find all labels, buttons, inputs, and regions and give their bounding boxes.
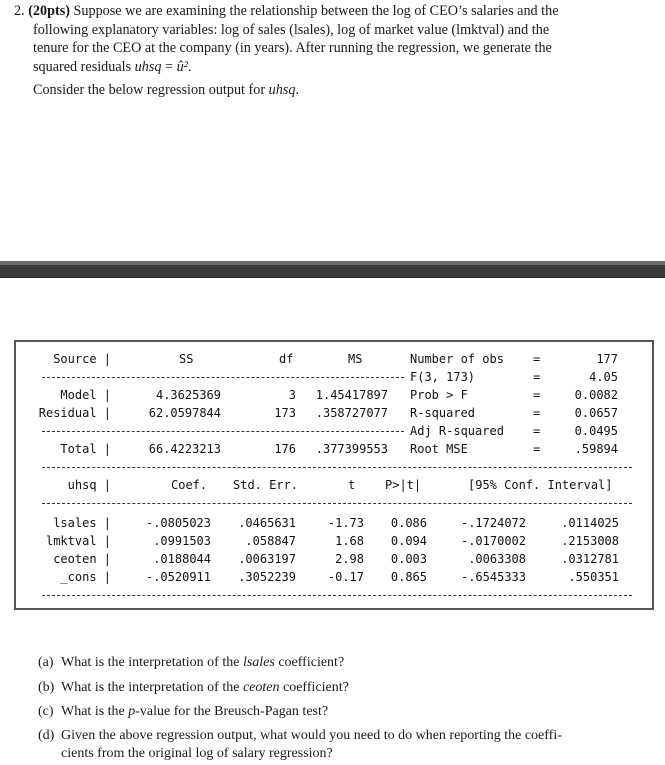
anova-row-df: 176 <box>274 442 296 456</box>
coef-header-t: t <box>348 478 356 492</box>
coef-header-var: uhsq | <box>67 478 111 492</box>
coef-row-coef: -.0805023 <box>145 516 211 530</box>
subquestion-text: What is the <box>61 704 129 719</box>
coef-row-p: 0.865 <box>390 570 427 584</box>
anova-row-df: 173 <box>274 406 296 420</box>
stat-value: 0.0495 <box>574 424 618 438</box>
subquestion-text: Given the above regression output, what would you need to do when reporting the coeffi- <box>61 728 562 743</box>
subquestion-text: What is the interpretation of the <box>61 680 243 695</box>
coef-row-t: -1.73 <box>327 516 364 530</box>
coef-row-p: 0.086 <box>390 516 427 530</box>
anova-row-df: 3 <box>288 388 296 402</box>
coef-row-ci-lo: -.6545333 <box>460 570 526 584</box>
stat-value: 4.05 <box>589 370 618 384</box>
coef-row-ci-hi: .0312781 <box>561 552 619 566</box>
coef-header-ci: [95% Conf. Interval] <box>468 478 613 492</box>
consider-var: uhsq <box>268 82 296 99</box>
stat-label: Root MSE <box>410 442 468 456</box>
coef-row-p: 0.003 <box>390 552 427 566</box>
stat-value: 177 <box>596 352 618 366</box>
consider-prefix: Consider the below regression output for <box>33 82 269 99</box>
intro-line-2: following explanatory variables: log of sales (lsales), log of market value (lmktval) and the <box>33 21 550 38</box>
coef-row-var: ceoten | <box>53 552 111 566</box>
consider-suffix: . <box>295 82 299 99</box>
anova-row-ms: .377399553 <box>315 442 388 456</box>
question-text <box>14 2 644 100</box>
coef-header-coef: Coef. <box>171 478 208 492</box>
stat-value: 0.0082 <box>574 388 618 402</box>
coef-row-se: .3052239 <box>238 570 296 584</box>
anova-row-ms: .358727077 <box>315 406 388 420</box>
coef-row-ci-lo: .0063308 <box>468 552 526 566</box>
uhat-squared: û² <box>176 58 188 75</box>
subquestion-label: (b) <box>38 680 55 695</box>
question-line-1 <box>14 2 644 21</box>
anova-row-ss: 66.4223213 <box>148 442 221 456</box>
subquestion-text: coefficient? <box>274 655 345 670</box>
subquestion-var: lsales <box>242 655 275 670</box>
table-divider-top <box>42 467 632 468</box>
stat-label: R-squared <box>410 406 476 420</box>
coef-row-t: 1.68 <box>335 534 364 548</box>
subquestion-label: (a) <box>38 655 54 670</box>
question-points: (20pts) <box>28 3 70 19</box>
anova-row-ms: 1.45417897 <box>315 388 388 402</box>
stat-label: F(3, 173) <box>410 370 476 384</box>
stat-eq: = <box>533 442 541 456</box>
intro-line-1: Suppose we are examining the relationship between the log of CEO’s salaries and the <box>73 3 559 19</box>
last-line-prefix: squared residuals <box>33 58 135 75</box>
coef-row-se: .058847 <box>245 534 296 548</box>
coef-row-var: lmktval | <box>45 534 111 548</box>
header-source: Source | <box>53 352 111 366</box>
subquestion-text: What is the interpretation of the <box>61 655 243 670</box>
subquestion-var: ceoten <box>242 680 280 695</box>
subquestion-text: cients from the original log of salary regression? <box>61 746 333 761</box>
consider-line <box>14 81 644 100</box>
regression-output <box>14 340 654 610</box>
subquestion-a <box>38 654 648 672</box>
subquestion-text: -value for the Breusch-Pagan test? <box>135 704 329 719</box>
subquestion-var: p <box>128 704 136 719</box>
stat-eq: = <box>533 352 541 366</box>
coef-row-ci-lo: -.1724072 <box>460 516 526 530</box>
stat-eq: = <box>533 388 541 402</box>
stat-eq: = <box>533 370 541 384</box>
coef-row-t: -0.17 <box>327 570 364 584</box>
coef-row-ci-lo: -.0170002 <box>460 534 526 548</box>
anova-divider-2 <box>42 431 404 432</box>
anova-row-ss: 4.3625369 <box>155 388 221 402</box>
subquestion-label: (c) <box>38 704 54 719</box>
stat-value: .59894 <box>574 442 618 456</box>
header-ms: MS <box>348 352 363 366</box>
coef-row-se: .0465631 <box>238 516 296 530</box>
coef-row-coef: .0188044 <box>153 552 211 566</box>
header-ss: SS <box>179 352 194 366</box>
anova-divider-1 <box>42 377 404 378</box>
subquestion-label: (d) <box>38 728 55 743</box>
stat-eq: = <box>533 406 541 420</box>
anova-row-ss: 62.0597844 <box>148 406 221 420</box>
intro-line-4 <box>14 58 644 77</box>
table-divider-bottom <box>42 595 632 596</box>
coef-row-t: 2.98 <box>335 552 364 566</box>
coef-row-var: _cons | <box>60 570 111 584</box>
anova-row-source: Residual | <box>38 406 111 420</box>
stat-eq: = <box>533 424 541 438</box>
coef-header-p: P>|t| <box>385 478 422 492</box>
anova-row-source: Model | <box>60 388 111 402</box>
header-df: df <box>279 352 294 366</box>
stat-label: Number of obs <box>410 352 504 366</box>
coef-row-ci-hi: .550351 <box>568 570 619 584</box>
coef-row-coef: .0991503 <box>153 534 211 548</box>
question-number: 2. <box>14 3 25 19</box>
coef-row-ci-hi: .0114025 <box>561 516 619 530</box>
coef-row-ci-hi: .2153008 <box>561 534 619 548</box>
coef-row-p: 0.094 <box>390 534 427 548</box>
subquestion-c <box>38 703 648 721</box>
stat-value: 0.0657 <box>574 406 618 420</box>
subquestion-d <box>38 727 648 763</box>
coef-row-var: lsales | <box>53 516 111 530</box>
intro-line-3: tenure for the CEO at the company (in years). After running the regression, we generate the <box>33 40 552 57</box>
stat-label: Prob > F <box>410 388 468 402</box>
subquestion-b <box>38 679 648 697</box>
coef-header-se: Std. Err. <box>233 478 299 492</box>
anova-row-source: Total | <box>60 442 111 456</box>
equals-sign: = <box>161 58 177 75</box>
page-divider <box>0 265 665 278</box>
stat-label: Adj R-squared <box>410 424 504 438</box>
coef-row-se: .0063197 <box>238 552 296 566</box>
uhsq-symbol: uhsq <box>134 58 162 75</box>
period: . <box>187 58 192 75</box>
subquestion-text: coefficient? <box>279 680 349 695</box>
table-divider-mid <box>42 503 632 504</box>
coef-row-coef: -.0520911 <box>145 570 211 584</box>
